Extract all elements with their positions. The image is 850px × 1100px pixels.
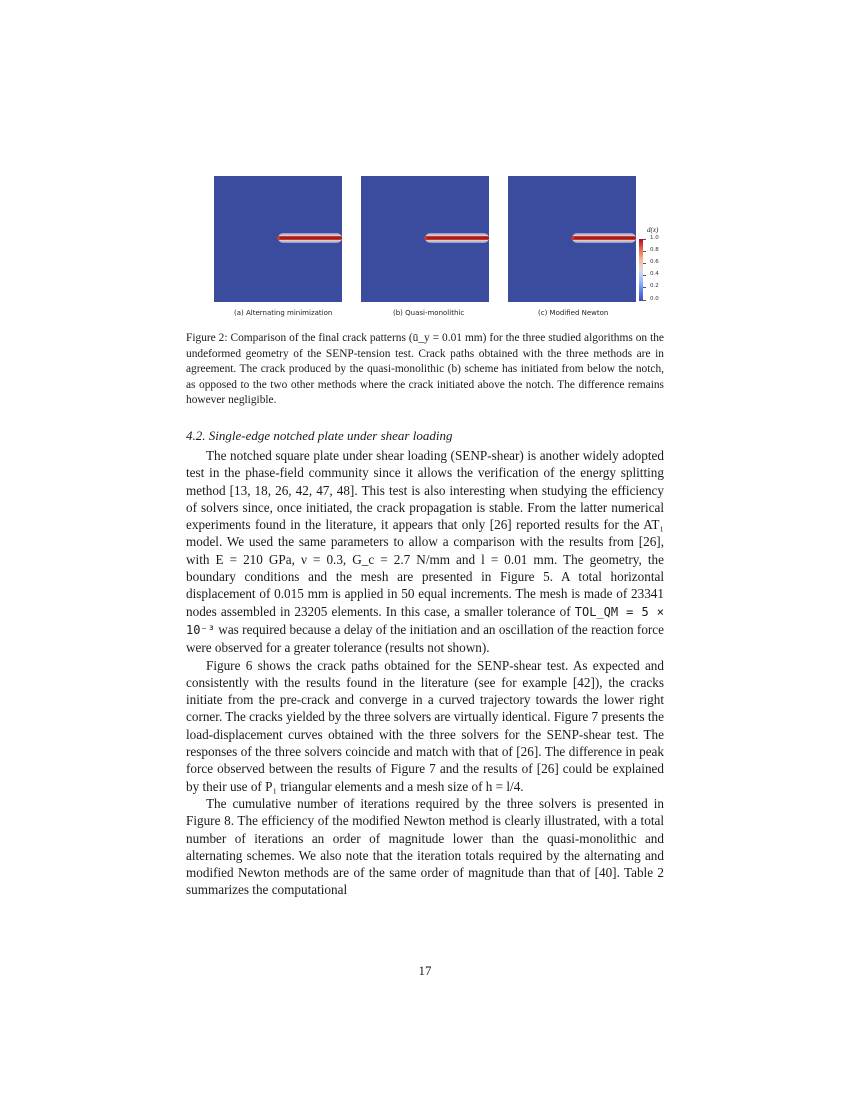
colorbar-tick: 0.8 <box>650 247 659 253</box>
colorbar-mark <box>643 287 646 288</box>
colorbar <box>639 239 643 301</box>
colorbar-mark <box>643 251 646 252</box>
tolerance-expression: TOL_QM = 5 × 10⁻³ <box>186 604 664 637</box>
crack-band-b <box>419 232 489 244</box>
panel-a-crack-field <box>214 176 342 317</box>
paragraph: The cumulative number of iterations required by the three solvers is presented in Figure 8. The efficiency of the modified Newton method is clearly illustrated, with a total number of iterations an order of magnitude lower than the quasi-monolithic and alternating schemes. We also note that the iteration totals required by the alternating and modified Newton methods are of the same order of magnitude than that of [40]. Table 2 summarizes the computational <box>186 795 664 898</box>
panel-a-label: (a) Alternating minimization <box>234 309 333 317</box>
crack-band-a <box>272 232 342 244</box>
colorbar-tick: 1.0 <box>650 235 659 241</box>
colorbar-title: d(x) <box>647 226 659 234</box>
paragraph <box>186 447 664 657</box>
figure-caption-text: Comparison of the final crack patterns (ū_y = 0.01 mm) for the three studied algorithms on the undeformed geometry of the SENP-tension test. Crack paths obtained with the three methods are in agreement. The crack produced by the quasi-monolithic (b) scheme has initiated from below the notch, as opposed to the two other methods where the crack initiated above the notch. The difference remains however negligible. <box>186 332 664 406</box>
colorbar-tick: 0.2 <box>650 283 659 289</box>
paragraph-text: The notched square plate under shear loading (SENP-shear) is another widely adopted test in the phase-field community since it allows the verification of the energy splitting method [13, 18, 26, 42, 47, 48]. This test is also interesting when studying the efficiency of solvers since, once initiated, the crack propagation is stable. From the latter numerical experiments found in the literature, it appears that only [26] reported results for the AT₁ model. We used the same parameters to allow a comparison with the results from [26], with E = 210 GPa, ν = 0.3, G_c = 2.7 N/mm and l = 0.01 mm. The geometry, the boundary conditions and the mesh are presented in Figure 5. A total horizontal displacement of 0.015 mm is applied in 50 equal increments. The mesh is made of 23341 nodes assembled in 23205 elements. In this case, a smaller tolerance of <box>186 448 664 619</box>
panel-b-label: (b) Quasi-monolithic <box>393 309 465 317</box>
crack-band-c <box>566 232 636 244</box>
section-heading: 4.2. Single-edge notched plate under shear loading <box>186 428 453 443</box>
panel-b-crack-field <box>361 176 489 317</box>
colorbar-mark <box>643 263 646 264</box>
colorbar-mark <box>643 300 646 301</box>
colorbar-tick: 0.0 <box>650 296 659 302</box>
body-text <box>186 447 664 899</box>
figure-caption <box>186 331 664 409</box>
page-number: 17 <box>418 963 432 978</box>
colorbar-mark <box>643 275 646 276</box>
colorbar-tick: 0.4 <box>650 271 659 277</box>
figure-caption-label: Figure 2: <box>186 332 228 344</box>
colorbar-mark <box>643 239 646 240</box>
paragraph-text: was required because a delay of the initiation and an oscillation of the reaction force were observed for a greater tolerance (results not shown). <box>186 621 665 656</box>
colorbar-tick: 0.6 <box>650 259 659 265</box>
paragraph: Figure 6 shows the crack paths obtained for the SENP-shear test. As expected and consistently with the results found in the literature (see for example [42]), the cracks initiate from the pre-crack and converge in a curved trajectory towards the lower right corner. The cracks yielded by the three solvers are virtually identical. Figure 7 presents the load-displacement curves obtained with the three solvers for the SENP-shear test. The responses of the three solvers coincide and match with that of [26]. The difference in peak force observed between the results of Figure 7 and the results of [26] could be explained by their use of P₁ triangular elements and a mesh size of h = l/4. <box>186 657 665 794</box>
panel-c-crack-field <box>508 176 636 317</box>
panel-c-label: (c) Modified Newton <box>538 309 609 317</box>
